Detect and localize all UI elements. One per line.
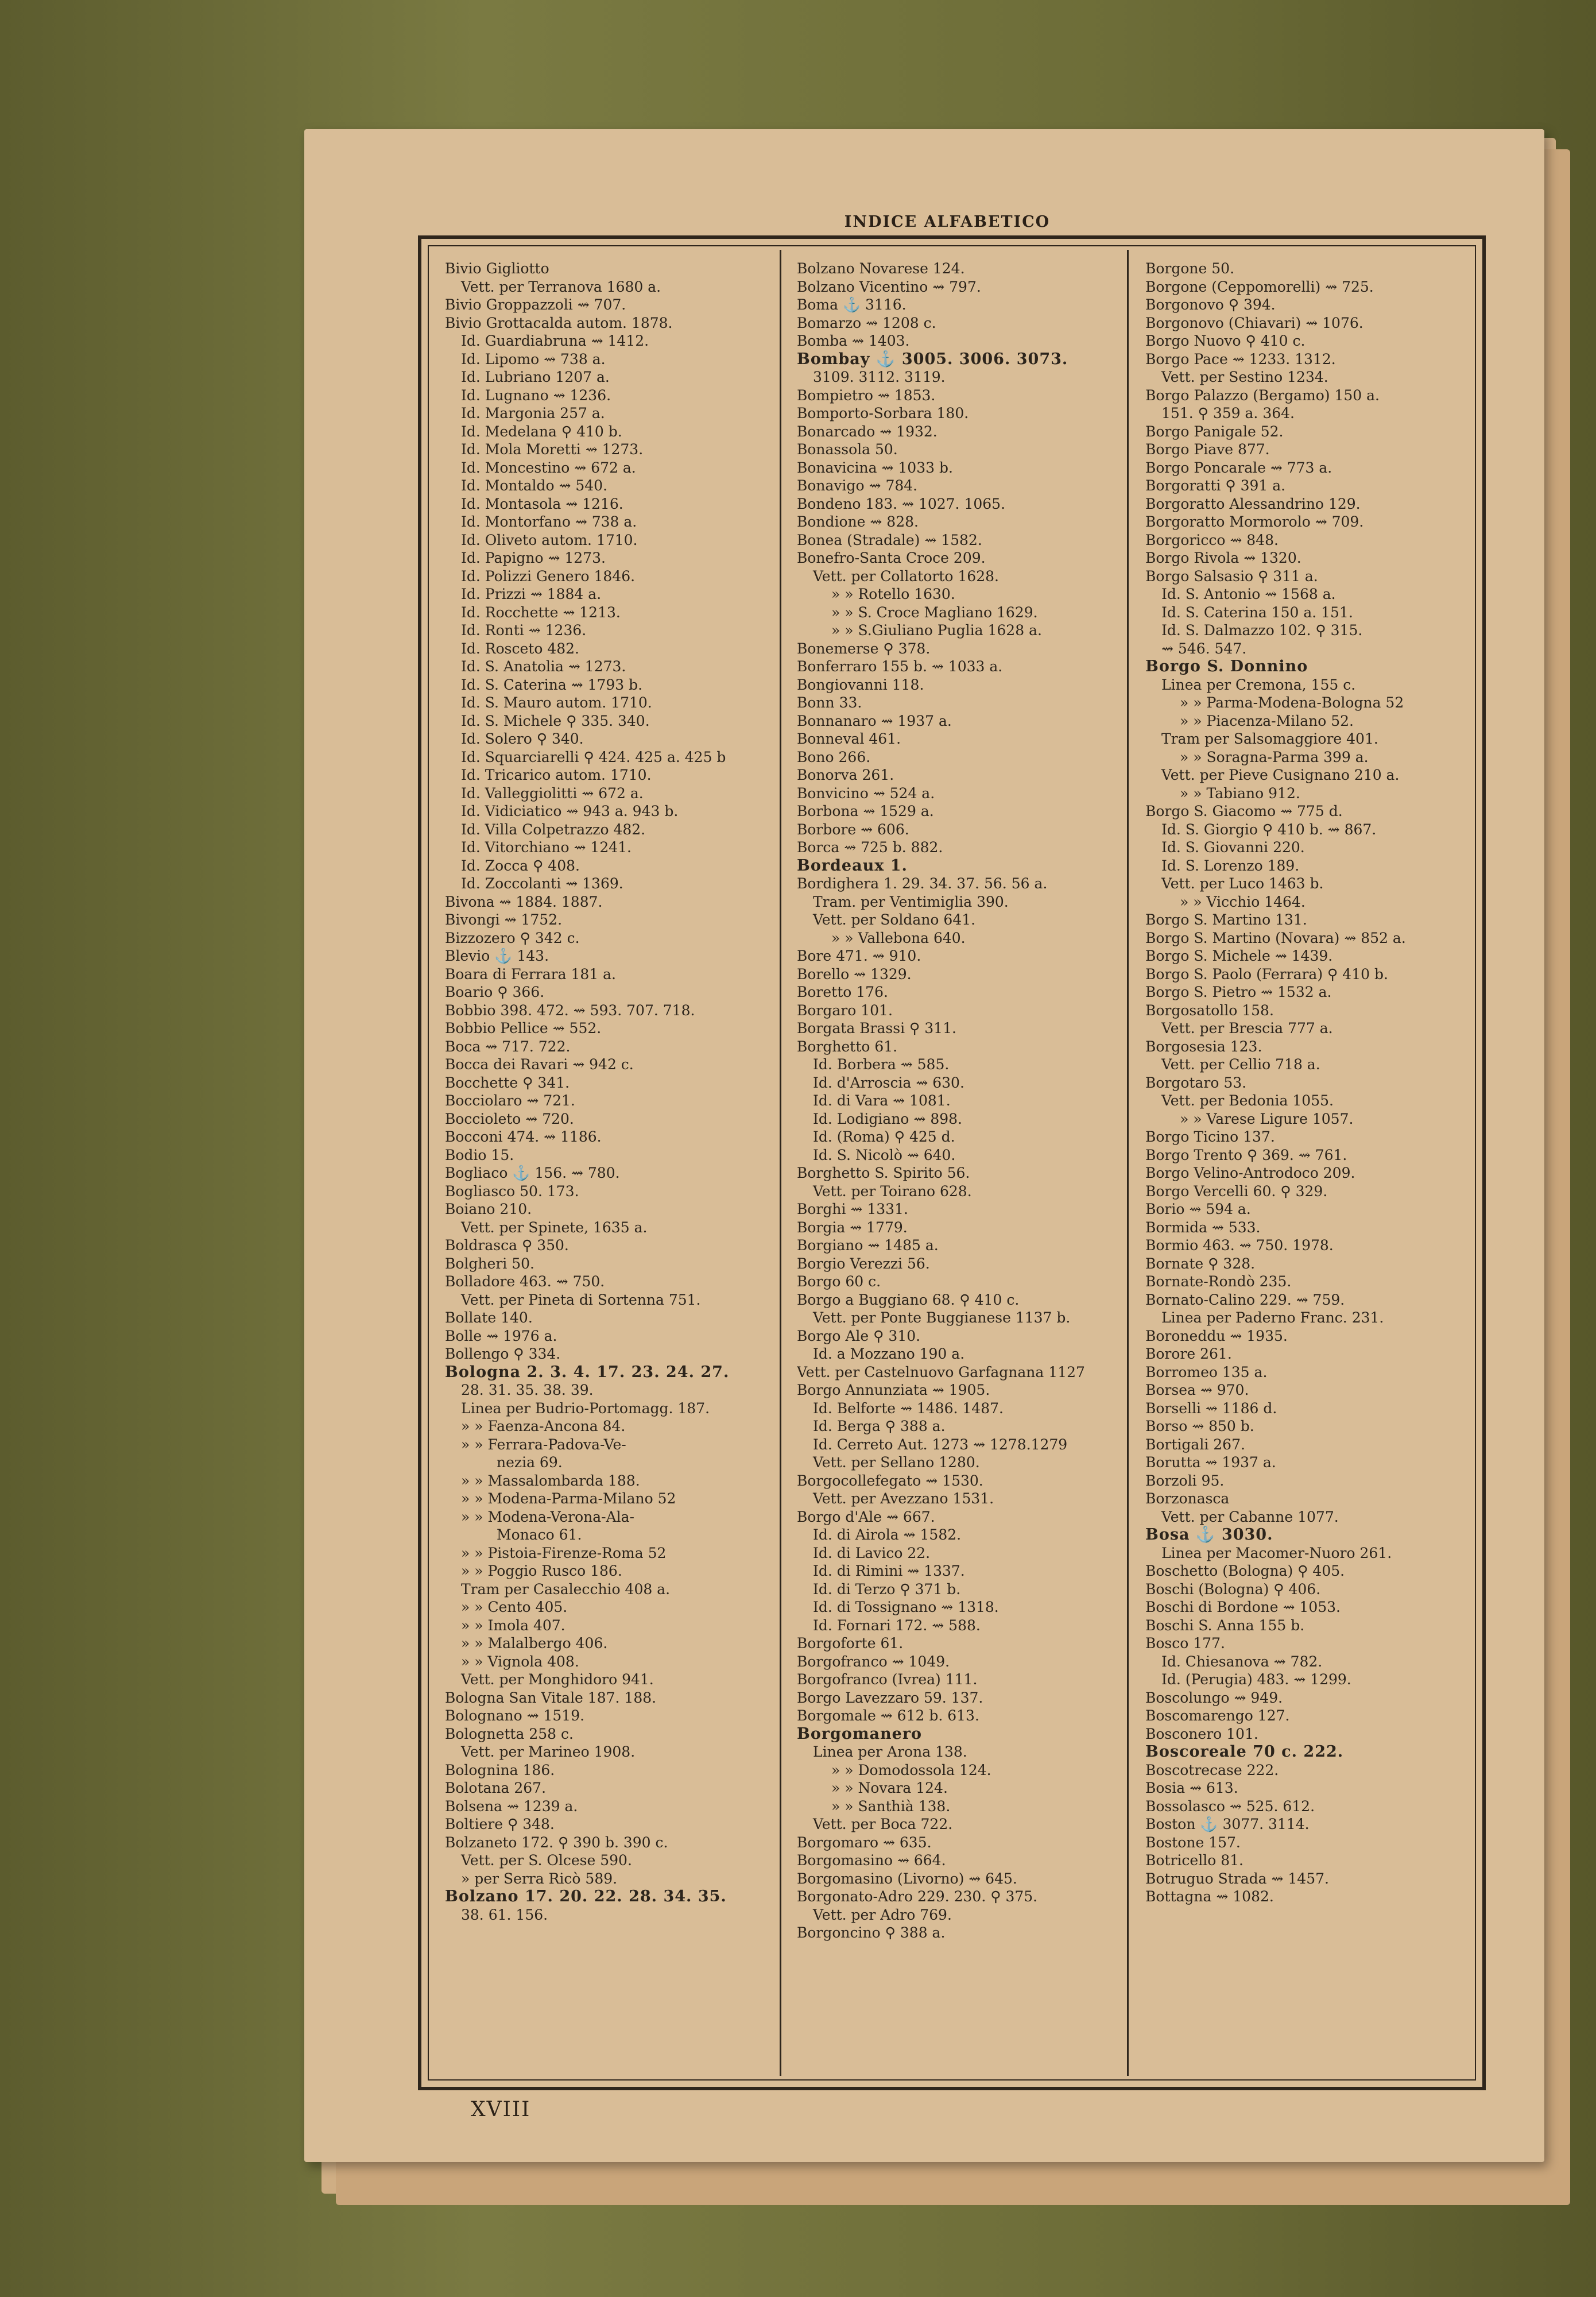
index-entry: Borgone 50. xyxy=(1145,260,1235,277)
index-entry: Vett. per Cabanne 1077. xyxy=(1161,1508,1339,1525)
index-entry: Id. Villa Colpetrazzo 482. xyxy=(461,821,646,838)
index-entry: Linea per Arona 138. xyxy=(813,1743,967,1760)
index-entry: Id. di Terzo ⚲ 371 b. xyxy=(813,1580,961,1598)
index-entry: Bolognina 186. xyxy=(445,1761,555,1778)
index-entry: Borgoratti ⚲ 391 a. xyxy=(1145,477,1286,494)
index-entry: Borgone (Ceppomorelli) ⇝ 725. xyxy=(1145,278,1374,295)
index-entry: Borgo S. Martino 131. xyxy=(1145,911,1307,928)
index-entry: Boltiere ⚲ 348. xyxy=(445,1816,555,1832)
index-entry: » » Soragna-Parma 399 a. xyxy=(1180,748,1369,765)
index-entry: Monaco 61. xyxy=(497,1526,582,1543)
index-entry: Id. Tricarico autom. 1710. xyxy=(461,767,652,783)
index-entry: Bosa ⚓ 3030. xyxy=(1145,1526,1273,1544)
index-entry: Id. Chiesanova ⇝ 782. xyxy=(1161,1653,1323,1670)
index-entry: Borso ⇝ 850 b. xyxy=(1145,1418,1254,1434)
index-entry: Boscomarengo 127. xyxy=(1145,1707,1290,1724)
index-entry: Id. S. Caterina ⇝ 1793 b. xyxy=(461,676,643,693)
index-entry: Bizzozero ⚲ 342 c. xyxy=(445,929,580,946)
index-entry: Vett. per Spinete, 1635 a. xyxy=(461,1219,648,1236)
index-entry: Borgo S. Pietro ⇝ 1532 a. xyxy=(1145,984,1332,1000)
index-entry: Borgocollefegato ⇝ 1530. xyxy=(797,1472,983,1489)
index-entry: Id. (Roma) ⚲ 425 d. xyxy=(813,1128,955,1145)
index-entry: » » Tabiano 912. xyxy=(1180,784,1300,802)
index-entry: Bombay ⚓ 3005. 3006. 3073. xyxy=(797,350,1068,368)
index-entry: Tram. per Ventimiglia 390. xyxy=(813,893,1009,910)
index-entry: » » Domodossola 124. xyxy=(831,1761,991,1778)
index-entry: Id. S. Michele ⚲ 335. 340. xyxy=(461,712,650,729)
index-entry: Id. a Mozzano 190 a. xyxy=(813,1345,965,1362)
index-entry: Id. di Tossignano ⇝ 1318. xyxy=(813,1599,999,1615)
index-entry: Id. Zocca ⚲ 408. xyxy=(461,857,580,874)
index-entry: Id. Polizzi Genero 1846. xyxy=(461,567,636,585)
index-entry: » per Serra Ricò 589. xyxy=(461,1870,618,1887)
index-entry: Id. Mola Moretti ⇝ 1273. xyxy=(461,441,644,458)
index-entry: Vett. per Monghidoro 941. xyxy=(461,1671,654,1688)
index-entry: Bocciolaro ⇝ 721. xyxy=(445,1092,575,1109)
index-entry: Borgo Piave 877. xyxy=(1145,441,1270,458)
running-head-title: INDICE ALFABETICO xyxy=(844,213,1051,231)
index-entry: Bolzano Novarese 124. xyxy=(797,260,965,277)
index-column-1 xyxy=(445,260,778,1924)
index-entry: Bono 266. xyxy=(797,748,871,765)
index-entry: Id. Lugnano ⇝ 1236. xyxy=(461,386,611,404)
index-entry: Borgo Ticino 137. xyxy=(1145,1128,1275,1145)
index-entry: Linea per Cremona, 155 c. xyxy=(1161,676,1356,693)
index-entry: Borgoncino ⚲ 388 a. xyxy=(797,1924,946,1941)
index-entry: » » Modena-Parma-Milano 52 xyxy=(461,1490,676,1507)
index-entry: » » Vallebona 640. xyxy=(831,929,966,946)
index-entry: Id. Margonia 257 a. xyxy=(461,405,605,421)
index-entry: Borgomale ⇝ 612 b. 613. xyxy=(797,1707,979,1724)
index-entry: Borgo Salsasio ⚲ 311 a. xyxy=(1145,567,1318,585)
index-entry: Borgonato-Adro 229. 230. ⚲ 375. xyxy=(797,1888,1038,1905)
index-entry: Bomarzo ⇝ 1208 c. xyxy=(797,314,936,331)
index-entry: » » Massalombarda 188. xyxy=(461,1472,640,1489)
index-entry: Borgomaro ⇝ 635. xyxy=(797,1834,932,1851)
index-entry: 151. ⚲ 359 a. 364. xyxy=(1161,405,1295,421)
index-entry: Bolognetta 258 c. xyxy=(445,1725,574,1742)
index-column-2 xyxy=(797,260,1130,1942)
index-entry: Borromeo 135 a. xyxy=(1145,1363,1268,1380)
index-entry: Borgoratto Alessandrino 129. xyxy=(1145,495,1361,512)
index-entry: Bonnanaro ⇝ 1937 a. xyxy=(797,712,952,729)
index-entry: Vett. per Sellano 1280. xyxy=(813,1454,980,1471)
index-entry: Bivona ⇝ 1884. 1887. xyxy=(445,893,603,910)
index-entry: Boario ⚲ 366. xyxy=(445,984,545,1000)
index-entry: Bollate 140. xyxy=(445,1309,533,1326)
index-entry: Borbore ⇝ 606. xyxy=(797,821,909,838)
index-entry: Bologna San Vitale 187. 188. xyxy=(445,1689,657,1706)
index-entry: Id. S. Dalmazzo 102. ⚲ 315. xyxy=(1161,622,1363,639)
index-entry: Linea per Macomer-Nuoro 261. xyxy=(1161,1544,1392,1561)
index-entry: Bosconero 101. xyxy=(1145,1725,1258,1742)
index-entry: Id. Lubriano 1207 a. xyxy=(461,369,610,385)
index-entry: Borgo Panigale 52. xyxy=(1145,423,1284,440)
index-entry: Id. Vitorchiano ⇝ 1241. xyxy=(461,839,632,856)
index-entry: Id. Papigno ⇝ 1273. xyxy=(461,550,606,566)
index-column-3 xyxy=(1145,260,1478,1906)
index-entry: Bodio 15. xyxy=(445,1146,514,1163)
index-entry: Bongiovanni 118. xyxy=(797,676,924,693)
index-entry: » » Malalbergo 406. xyxy=(461,1635,608,1652)
index-entry: Borgosatollo 158. xyxy=(1145,1001,1274,1019)
index-entry: Borgo Annunziata ⇝ 1905. xyxy=(797,1382,990,1398)
index-entry: Bortigali 267. xyxy=(1145,1436,1245,1453)
index-entry: Boara di Ferrara 181 a. xyxy=(445,965,616,983)
index-entry: Bonemerse ⚲ 378. xyxy=(797,640,931,657)
index-entry: Boston ⚓ 3077. 3114. xyxy=(1145,1816,1310,1832)
index-entry: Borgo 60 c. xyxy=(797,1273,881,1290)
index-entry: Bollengo ⚲ 334. xyxy=(445,1345,561,1362)
index-entry: Borgia ⇝ 1779. xyxy=(797,1219,908,1236)
index-entry: Bormio 463. ⇝ 750. 1978. xyxy=(1145,1237,1334,1254)
index-entry: Id. S. Nicolò ⇝ 640. xyxy=(813,1146,956,1163)
index-entry: Borgo d'Ale ⇝ 667. xyxy=(797,1508,935,1525)
index-entry: Vett. per Toirano 628. xyxy=(813,1182,972,1200)
index-entry: » » Poggio Rusco 186. xyxy=(461,1563,622,1579)
index-entry: Borgo Ale ⚲ 310. xyxy=(797,1327,921,1344)
index-entry: Id. Vidiciatico ⇝ 943 a. 943 b. xyxy=(461,803,679,819)
index-entry: Vett. per Collatorto 1628. xyxy=(813,567,999,585)
index-entry: Id. Montorfano ⇝ 738 a. xyxy=(461,513,637,530)
index-entry: Borgo S. Donnino xyxy=(1145,658,1308,675)
index-entry: Id. d'Arroscia ⇝ 630. xyxy=(813,1074,964,1091)
index-entry: Borgo Pace ⇝ 1233. 1312. xyxy=(1145,350,1336,368)
index-entry: » » Imola 407. xyxy=(461,1617,565,1634)
index-entry: Borghetto S. Spirito 56. xyxy=(797,1165,970,1181)
index-entry: Bonassola 50. xyxy=(797,441,898,458)
index-entry: Vett. per Bedonia 1055. xyxy=(1161,1092,1334,1109)
index-entry: Id. Lodigiano ⇝ 898. xyxy=(813,1110,962,1127)
index-entry: Bomporto-Sorbara 180. xyxy=(797,405,969,421)
index-entry: Id. (Perugia) 483. ⇝ 1299. xyxy=(1161,1671,1351,1688)
index-entry: Bolgheri 50. xyxy=(445,1255,534,1272)
index-entry: Bobbio Pellice ⇝ 552. xyxy=(445,1020,602,1037)
index-entry: Borgiano ⇝ 1485 a. xyxy=(797,1237,939,1254)
index-entry: Borgo Trento ⚲ 369. ⇝ 761. xyxy=(1145,1146,1347,1163)
index-entry: Botruguo Strada ⇝ 1457. xyxy=(1145,1870,1329,1887)
index-entry: Bivongi ⇝ 1752. xyxy=(445,911,563,928)
index-entry: Bonorva 261. xyxy=(797,767,894,783)
index-entry: Bornate ⚲ 328. xyxy=(1145,1255,1256,1272)
index-entry: 38. 61. 156. xyxy=(461,1906,548,1923)
index-entry: Id. di Airola ⇝ 1582. xyxy=(813,1526,962,1543)
index-entry: Borutta ⇝ 1937 a. xyxy=(1145,1454,1276,1471)
index-entry: Bologna 2. 3. 4. 17. 23. 24. 27. xyxy=(445,1363,730,1381)
index-entry: Borgo a Buggiano 68. ⚲ 410 c. xyxy=(797,1291,1020,1308)
index-entry: 28. 31. 35. 38. 39. xyxy=(461,1382,594,1398)
index-entry: Blevio ⚓ 143. xyxy=(445,948,549,964)
index-entry: Borghi ⇝ 1331. xyxy=(797,1201,908,1217)
index-entry: Borgaro 101. xyxy=(797,1001,893,1019)
index-entry: Vett. per Terranova 1680 a. xyxy=(461,278,661,295)
index-entry: Bocchette ⚲ 341. xyxy=(445,1074,570,1091)
index-entry: Vett. per Avezzano 1531. xyxy=(813,1490,994,1507)
index-entry: Bonneval 461. xyxy=(797,730,901,747)
index-entry: Borgosesia 123. xyxy=(1145,1038,1262,1055)
index-entry: Bogliaco ⚓ 156. ⇝ 780. xyxy=(445,1165,620,1181)
index-entry: Borore 261. xyxy=(1145,1345,1232,1362)
index-entry: Borgonovo ⚲ 394. xyxy=(1145,296,1276,313)
index-entry: Boroneddu ⇝ 1935. xyxy=(1145,1327,1288,1344)
index-entry: Linea per Budrio-Portomagg. 187. xyxy=(461,1399,710,1417)
index-entry: » » Cento 405. xyxy=(461,1599,568,1615)
index-entry: Bosco 177. xyxy=(1145,1635,1225,1652)
index-entry: Boma ⚓ 3116. xyxy=(797,296,907,313)
index-entry: Borgo S. Martino (Novara) ⇝ 852 a. xyxy=(1145,929,1406,946)
index-entry: Borsea ⇝ 970. xyxy=(1145,1382,1249,1398)
index-entry: Borzonasca xyxy=(1145,1490,1230,1507)
index-entry: Borgofranco ⇝ 1049. xyxy=(797,1653,950,1670)
index-entry: Bolladore 463. ⇝ 750. xyxy=(445,1273,605,1290)
index-entry: Bossolasco ⇝ 525. 612. xyxy=(1145,1797,1315,1815)
index-entry: Tram per Casalecchio 408 a. xyxy=(461,1580,671,1598)
index-entry: Bornato-Calino 229. ⇝ 759. xyxy=(1145,1291,1345,1308)
index-entry: Id. Berga ⚲ 388 a. xyxy=(813,1418,946,1434)
index-entry: Id. Montaldo ⇝ 540. xyxy=(461,477,608,494)
index-entry: Id. Borbera ⇝ 585. xyxy=(813,1056,950,1073)
index-entry: Borgonovo (Chiavari) ⇝ 1076. xyxy=(1145,314,1363,331)
index-entry: Borgo Vercelli 60. ⚲ 329. xyxy=(1145,1182,1328,1200)
index-entry: Id. di Lavico 22. xyxy=(813,1544,931,1561)
index-entry: Bolzano Vicentino ⇝ 797. xyxy=(797,278,981,295)
index-entry: Boccioleto ⇝ 720. xyxy=(445,1110,574,1127)
index-entry: Bobbio 398. 472. ⇝ 593. 707. 718. xyxy=(445,1001,695,1019)
index-entry: Id. S. Mauro autom. 1710. xyxy=(461,694,652,711)
index-entry: Id. Ronti ⇝ 1236. xyxy=(461,622,587,639)
index-entry: Boscolungo ⇝ 949. xyxy=(1145,1689,1283,1706)
index-entry: Bormida ⇝ 533. xyxy=(1145,1219,1261,1236)
index-entry: Bornate-Rondò 235. xyxy=(1145,1273,1292,1290)
index-entry: Bolsena ⇝ 1239 a. xyxy=(445,1797,578,1815)
index-entry: Bomba ⇝ 1403. xyxy=(797,332,910,349)
index-entry: Id. Squarciarelli ⚲ 424. 425 a. 425 b xyxy=(461,748,726,765)
index-entry: Id. di Rimini ⇝ 1337. xyxy=(813,1563,965,1579)
index-entry: nezia 69. xyxy=(497,1454,563,1471)
index-entry: » » S. Croce Magliano 1629. xyxy=(831,604,1038,621)
index-entry: Vett. per Cellio 718 a. xyxy=(1161,1056,1320,1073)
index-entry: » » Vignola 408. xyxy=(461,1653,579,1670)
index-entry: Borgoratto Mormorolo ⇝ 709. xyxy=(1145,513,1364,530)
index-entry: » » Varese Ligure 1057. xyxy=(1180,1110,1354,1127)
index-entry: Borgomanero xyxy=(797,1724,923,1743)
index-entry: Borgata Brassi ⚲ 311. xyxy=(797,1020,956,1037)
index-entry: Bordighera 1. 29. 34. 37. 56. 56 a. xyxy=(797,875,1048,892)
index-entry: Bordeaux 1. xyxy=(797,856,908,875)
index-entry: Bonea (Stradale) ⇝ 1582. xyxy=(797,531,982,548)
index-entry: Id. Solero ⚲ 340. xyxy=(461,730,584,747)
index-entry: Botricello 81. xyxy=(1145,1852,1244,1869)
index-entry: Borgoforte 61. xyxy=(797,1635,904,1652)
index-entry: Bivio Grottacalda autom. 1878. xyxy=(445,314,673,331)
index-entry: Id. S. Lorenzo 189. xyxy=(1161,857,1300,874)
index-entry: » » Rotello 1630. xyxy=(831,586,955,602)
index-entry: Borgo S. Michele ⇝ 1439. xyxy=(1145,948,1333,964)
index-entry: Borgofranco (Ivrea) 111. xyxy=(797,1671,978,1688)
index-entry: Boretto 176. xyxy=(797,984,888,1000)
index-entry: Borgo Poncarale ⇝ 773 a. xyxy=(1145,459,1332,476)
index-entry: Id. Lipomo ⇝ 738 a. xyxy=(461,350,606,368)
index-entry: Boschi S. Anna 155 b. xyxy=(1145,1617,1305,1634)
index-entry: Borgo S. Paolo (Ferrara) ⚲ 410 b. xyxy=(1145,965,1388,983)
index-entry: » » Ferrara-Padova-Ve- xyxy=(461,1436,626,1453)
index-entry: Boscotrecase 222. xyxy=(1145,1761,1279,1778)
page-number: XVIII xyxy=(471,2098,531,2121)
index-entry: Bore 471. ⇝ 910. xyxy=(797,948,921,964)
index-entry: Id. S. Giorgio ⚲ 410 b. ⇝ 867. xyxy=(1161,821,1377,838)
index-entry: Vett. per Pieve Cusignano 210 a. xyxy=(1161,767,1400,783)
index-entry: » » Parma-Modena-Bologna 52 xyxy=(1180,694,1404,711)
index-entry: Borgo Nuovo ⚲ 410 c. xyxy=(1145,332,1306,349)
index-entry: » » Pistoia-Firenze-Roma 52 xyxy=(461,1544,667,1561)
index-entry: Vett. per Luco 1463 b. xyxy=(1161,875,1324,892)
index-entry: Id. di Vara ⇝ 1081. xyxy=(813,1092,951,1109)
index-entry: Bosia ⇝ 613. xyxy=(1145,1780,1238,1796)
index-entry: Tram per Salsomaggiore 401. xyxy=(1161,730,1378,747)
index-entry: Bolotana 267. xyxy=(445,1780,547,1796)
index-entry: Bondione ⇝ 828. xyxy=(797,513,919,530)
index-entry: Boldrasca ⚲ 350. xyxy=(445,1237,569,1254)
index-entry: Boiano 210. xyxy=(445,1201,532,1217)
index-entry: Id. Oliveto autom. 1710. xyxy=(461,531,638,548)
index-entry: Bompietro ⇝ 1853. xyxy=(797,386,936,404)
index-entry: Boca ⇝ 717. 722. xyxy=(445,1038,571,1055)
index-entry: Borgo S. Giacomo ⇝ 775 d. xyxy=(1145,803,1343,819)
index-entry: Vett. per Pineta di Sortenna 751. xyxy=(461,1291,701,1308)
index-entry: Bonarcado ⇝ 1932. xyxy=(797,423,938,440)
index-entry: Bonavicina ⇝ 1033 b. xyxy=(797,459,953,476)
index-entry: Id. S. Giovanni 220. xyxy=(1161,839,1305,856)
index-entry: Bolzano 17. 20. 22. 28. 34. 35. xyxy=(445,1888,727,1905)
index-entry: 3109. 3112. 3119. xyxy=(813,369,946,385)
index-entry: Bolle ⇝ 1976 a. xyxy=(445,1327,557,1344)
index-entry: Id. Guardiabruna ⇝ 1412. xyxy=(461,332,649,349)
index-entry: Borbona ⇝ 1529 a. xyxy=(797,803,934,819)
index-entry: Vett. per Brescia 777 a. xyxy=(1161,1020,1333,1037)
index-entry: Id. Zoccolanti ⇝ 1369. xyxy=(461,875,623,892)
index-entry: Id. Prizzi ⇝ 1884 a. xyxy=(461,586,602,602)
index-entry: Id. Rocchette ⇝ 1213. xyxy=(461,604,621,621)
index-entry: Boschi di Bordone ⇝ 1053. xyxy=(1145,1599,1341,1615)
index-entry: Borgo Lavezzaro 59. 137. xyxy=(797,1689,983,1706)
index-entry: Borselli ⇝ 1186 d. xyxy=(1145,1399,1277,1417)
index-entry: Borgomasino ⇝ 664. xyxy=(797,1852,946,1869)
index-entry: Borgo Velino-Antrodoco 209. xyxy=(1145,1165,1355,1181)
index-entry: Borca ⇝ 725 b. 882. xyxy=(797,839,943,856)
index-entry: Bocconi 474. ⇝ 1186. xyxy=(445,1128,602,1145)
index-entry: Vett. per Adro 769. xyxy=(813,1906,952,1923)
index-entry: ⇝ 546. 547. xyxy=(1161,640,1247,657)
index-entry: Borgo Palazzo (Bergamo) 150 a. xyxy=(1145,386,1380,404)
index-entry: Vett. per Castelnuovo Garfagnana 1127 xyxy=(797,1363,1085,1380)
index-entry: Bonferraro 155 b. ⇝ 1033 a. xyxy=(797,658,1003,675)
index-entry: Borzoli 95. xyxy=(1145,1472,1225,1489)
index-entry: Vett. per S. Olcese 590. xyxy=(461,1852,632,1869)
index-entry: Vett. per Ponte Buggianese 1137 b. xyxy=(813,1309,1071,1326)
index-entry: Bonavigo ⇝ 784. xyxy=(797,477,918,494)
index-entry: Bonn 33. xyxy=(797,694,862,711)
index-entry: Boschi (Bologna) ⚲ 406. xyxy=(1145,1580,1321,1598)
index-entry: Borgomasino (Livorno) ⇝ 645. xyxy=(797,1870,1017,1887)
index-entry: Bonefro-Santa Croce 209. xyxy=(797,550,986,566)
index-entry: Linea per Paderno Franc. 231. xyxy=(1161,1309,1384,1326)
index-entry: » » Vicchio 1464. xyxy=(1180,893,1306,910)
index-entry: Id. Cerreto Aut. 1273 ⇝ 1278.1279 xyxy=(813,1436,1068,1453)
index-entry: » » Santhià 138. xyxy=(831,1797,951,1815)
index-entry: Boschetto (Bologna) ⚲ 405. xyxy=(1145,1563,1345,1579)
index-entry: Borello ⇝ 1329. xyxy=(797,965,912,983)
index-entry: Bivio Gigliotto xyxy=(445,260,549,277)
index-entry: » » Piacenza-Milano 52. xyxy=(1180,712,1354,729)
index-entry: Id. Rosceto 482. xyxy=(461,640,579,657)
index-entry: » » Faenza-Ancona 84. xyxy=(461,1418,626,1434)
index-entry: Id. S. Antonio ⇝ 1568 a. xyxy=(1161,586,1336,602)
index-entry: Id. S. Anatolia ⇝ 1273. xyxy=(461,658,626,675)
index-entry: Bostone 157. xyxy=(1145,1834,1241,1851)
index-entry: » » Novara 124. xyxy=(831,1780,948,1796)
index-entry: Id. S. Caterina 150 a. 151. xyxy=(1161,604,1353,621)
index-entry: Borgotaro 53. xyxy=(1145,1074,1247,1091)
index-entry: Bonvicino ⇝ 524 a. xyxy=(797,784,935,802)
index-entry: Borgoricco ⇝ 848. xyxy=(1145,531,1279,548)
index-entry: Borghetto 61. xyxy=(797,1038,898,1055)
index-entry: Id. Montasola ⇝ 1216. xyxy=(461,495,623,512)
index-entry: Bottagna ⇝ 1082. xyxy=(1145,1888,1274,1905)
index-entry: » » S.Giuliano Puglia 1628 a. xyxy=(831,622,1042,639)
index-entry: Id. Valleggiolitti ⇝ 672 a. xyxy=(461,784,644,802)
index-entry: Borgo Rivola ⇝ 1320. xyxy=(1145,550,1301,566)
index-entry: Vett. per Sestino 1234. xyxy=(1161,369,1328,385)
index-entry: Id. Fornari 172. ⇝ 588. xyxy=(813,1617,981,1634)
column-rule-1 xyxy=(780,250,781,2076)
index-entry: Vett. per Soldano 641. xyxy=(813,911,976,928)
index-entry: Bocca dei Ravari ⇝ 942 c. xyxy=(445,1056,634,1073)
index-entry: Id. Medelana ⚲ 410 b. xyxy=(461,423,622,440)
index-entry: Id. Moncestino ⇝ 672 a. xyxy=(461,459,636,476)
index-entry: Bolognano ⇝ 1519. xyxy=(445,1707,585,1724)
index-entry: Boscoreale 70 c. 222. xyxy=(1145,1743,1344,1761)
index-entry: Bondeno 183. ⇝ 1027. 1065. xyxy=(797,495,1006,512)
index-entry: Bogliasco 50. 173. xyxy=(445,1182,579,1200)
index-entry: Borgio Verezzi 56. xyxy=(797,1255,930,1272)
index-entry: Vett. per Boca 722. xyxy=(813,1816,953,1832)
index-entry: Vett. per Marineo 1908. xyxy=(461,1743,636,1760)
index-entry: Bivio Groppazzoli ⇝ 707. xyxy=(445,296,626,313)
index-entry: » » Modena-Verona-Ala- xyxy=(461,1508,634,1525)
index-entry: Bolzaneto 172. ⚲ 390 b. 390 c. xyxy=(445,1834,668,1851)
index-entry: Id. Belforte ⇝ 1486. 1487. xyxy=(813,1399,1004,1417)
index-entry: Borio ⇝ 594 a. xyxy=(1145,1201,1251,1217)
